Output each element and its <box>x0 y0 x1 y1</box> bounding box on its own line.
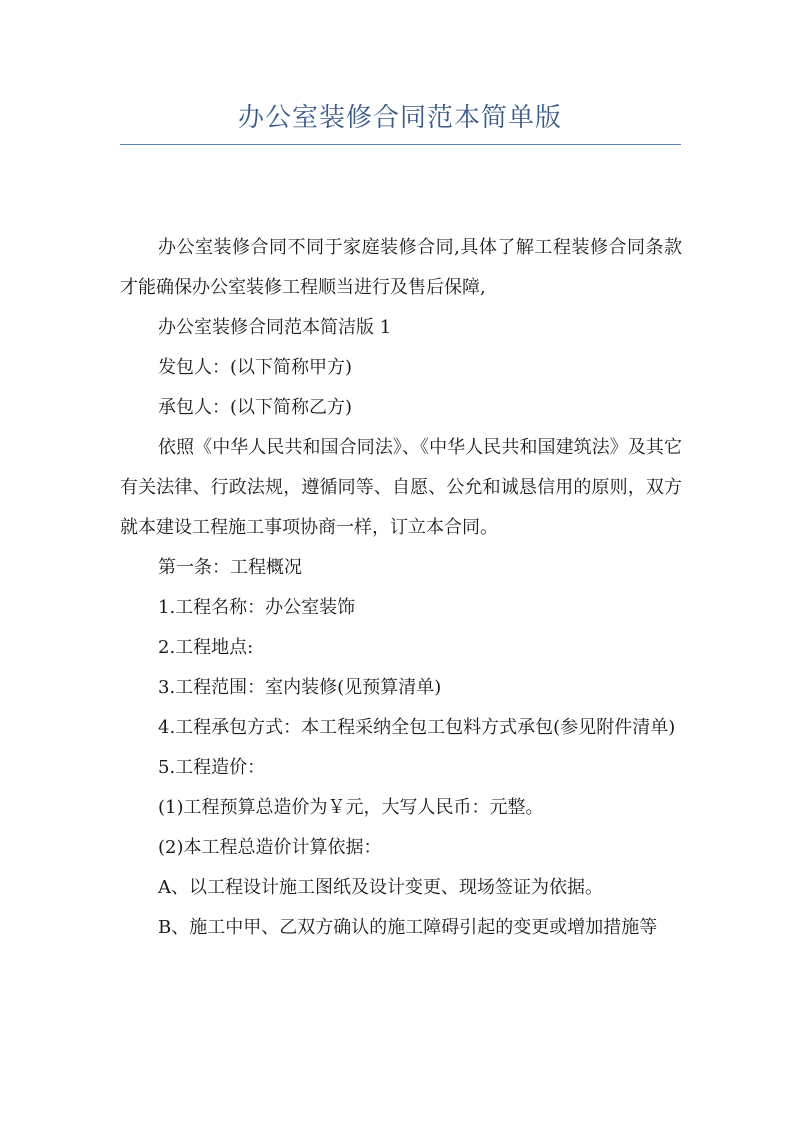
cost-basis-item-a: A、以工程设计施工图纸及设计变更、现场签证为依据。 <box>158 877 603 898</box>
cost-basis-item-b: B、施工中甲、乙双方确认的施工障碍引起的变更或增加措施等 <box>158 917 658 938</box>
party-a-line: 发包人：(以下简称甲方) <box>158 357 353 378</box>
legal-basis-paragraph: 依照《中华人民共和国合同法》、《中华人民共和国建筑法》及其它有关法律、行政法规，遵循同等、自愿、公允和诚恳信用的原则，双方就本建设工程施工事项协商一样，订立本合同。 <box>120 437 682 538</box>
party-b-line: 承包人：(以下简称乙方) <box>158 397 353 418</box>
contract-method-line: 4.工程承包方式：本工程采纳全包工包料方式承包(参见附件清单) <box>158 717 676 738</box>
document-title: 办公室装修合同范本简单版 <box>237 103 562 133</box>
version-heading: 办公室装修合同范本简洁版 1 <box>158 317 392 338</box>
project-name-line: 1.工程名称：办公室装饰 <box>158 597 356 618</box>
intro-paragraph: 办公室装修合同不同于家庭装修合同,具体了解工程装修合同条款才能确保办公室装修工程顺当进行及售后保障, <box>120 237 682 298</box>
project-cost-heading: 5.工程造价： <box>158 757 266 778</box>
document-body <box>120 228 682 948</box>
total-budget-line: (1)工程预算总造价为￥元，大写人民币：元整。 <box>158 797 544 818</box>
cost-basis-heading: (2)本工程总造价计算依据： <box>158 837 382 858</box>
project-scope-line: 3.工程范围：室内装修(见预算清单) <box>158 677 442 698</box>
article-one-heading: 第一条：工程概况 <box>158 557 302 578</box>
title-divider <box>120 144 681 145</box>
project-location-line: 2.工程地点: <box>158 637 254 658</box>
